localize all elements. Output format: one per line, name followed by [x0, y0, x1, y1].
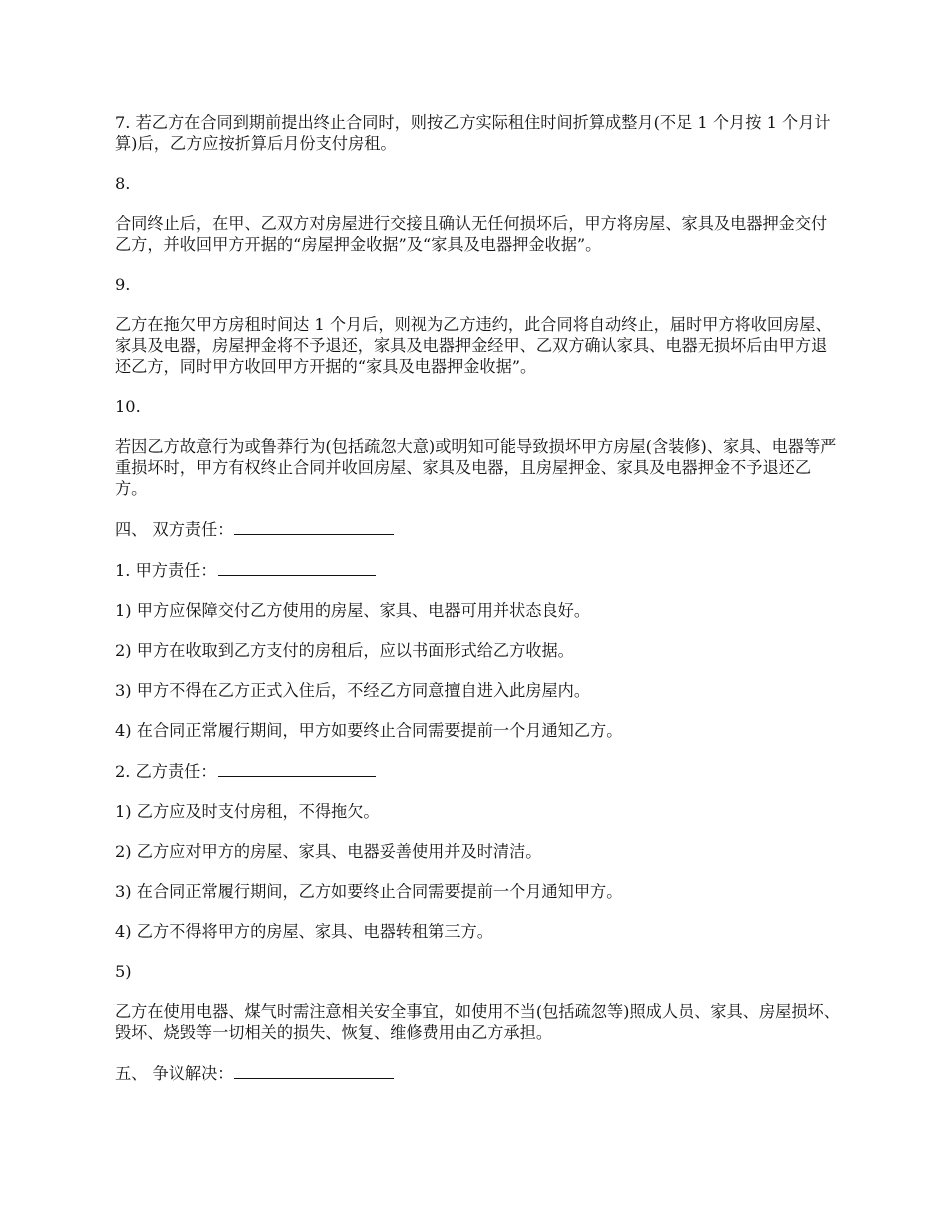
clause-10-number: 10.: [115, 397, 141, 416]
party-a-item-3: 3) 甲方不得在乙方正式入住后，不经乙方同意擅自进入此房屋内。: [115, 681, 591, 700]
party-b-item-1: 1) 乙方应及时支付房租，不得拖欠。: [115, 802, 380, 821]
clause-9-number: 9.: [115, 275, 131, 294]
section-4-heading: [115, 518, 840, 540]
party-b-item-2: 2) 乙方应对甲方的房屋、家具、电器妥善使用并及时清洁。: [115, 842, 542, 861]
section-4-label: 四、 双方责任：: [115, 520, 234, 539]
party-a-blank-line: [218, 559, 376, 576]
party-b-label: 2. 乙方责任：: [115, 762, 217, 781]
party-a-item-1: 1) 甲方应保障交付乙方使用的房屋、家具、电器可用并状态良好。: [115, 601, 591, 620]
party-b-blank-line: [218, 760, 376, 777]
section-4-blank-line: [234, 518, 394, 535]
clause-9-text: 乙方在拖欠甲方房租时间达 1 个月后，则视为乙方违约，此合同将自动终止，届时甲方将收回房屋、家具及电器，房屋押金将不予退还，家具及电器押金经甲、乙双方确认家具、电器无损坏后由甲方退还乙方，同时甲方收回甲方开据的“家具及电器押金收据”。: [115, 315, 832, 376]
section-5-heading: [115, 1062, 840, 1084]
party-b-item-4: 4) 乙方不得将甲方的房屋、家具、电器转租第三方。: [115, 922, 493, 941]
party-b-item-3: 3) 在合同正常履行期间，乙方如要终止合同需要提前一个月通知甲方。: [115, 882, 623, 901]
section-5-label: 五、 争议解决：: [115, 1064, 234, 1083]
section-5-blank-line: [234, 1062, 394, 1079]
party-b-item-5-text: 乙方在使用电器、煤气时需注意相关安全事宜，如使用不当(包括疏忽等)照成人员、家具、房屋损坏、毁坏、烧毁等一切相关的损失、恢复、维修费用由乙方承担。: [115, 1002, 840, 1042]
clause-7: 7. 若乙方在合同到期前提出终止合同时，则按乙方实际租住时间折算成整月(不足 1 个月按 1 个月计算)后，乙方应按折算后月份支付房租。: [115, 113, 831, 153]
party-a-label: 1. 甲方责任：: [115, 561, 217, 580]
party-a-item-4: 4) 在合同正常履行期间，甲方如要终止合同需要提前一个月通知乙方。: [115, 721, 623, 740]
party-b-heading: [115, 760, 840, 782]
clause-10-text: 若因乙方故意行为或鲁莽行为(包括疏忽大意)或明知可能导致损坏甲方房屋(含装修)、家具、电器等严重损坏时，甲方有权终止合同并收回房屋、家具及电器，且房屋押金、家具及电器押金不予退还乙方。: [115, 437, 837, 498]
party-b-item-5-number: 5): [115, 962, 132, 981]
clause-8-number: 8.: [115, 174, 131, 193]
clause-8-text: 合同终止后，在甲、乙双方对房屋进行交接且确认无任何损坏后，甲方将房屋、家具及电器押金交付乙方，并收回甲方开据的“房屋押金收据”及“家具及电器押金收据”。: [115, 214, 828, 254]
party-a-item-2: 2) 甲方在收取到乙方支付的房租后，应以书面形式给乙方收据。: [115, 641, 574, 660]
party-a-heading: [115, 559, 840, 581]
document-body: [115, 112, 840, 1103]
